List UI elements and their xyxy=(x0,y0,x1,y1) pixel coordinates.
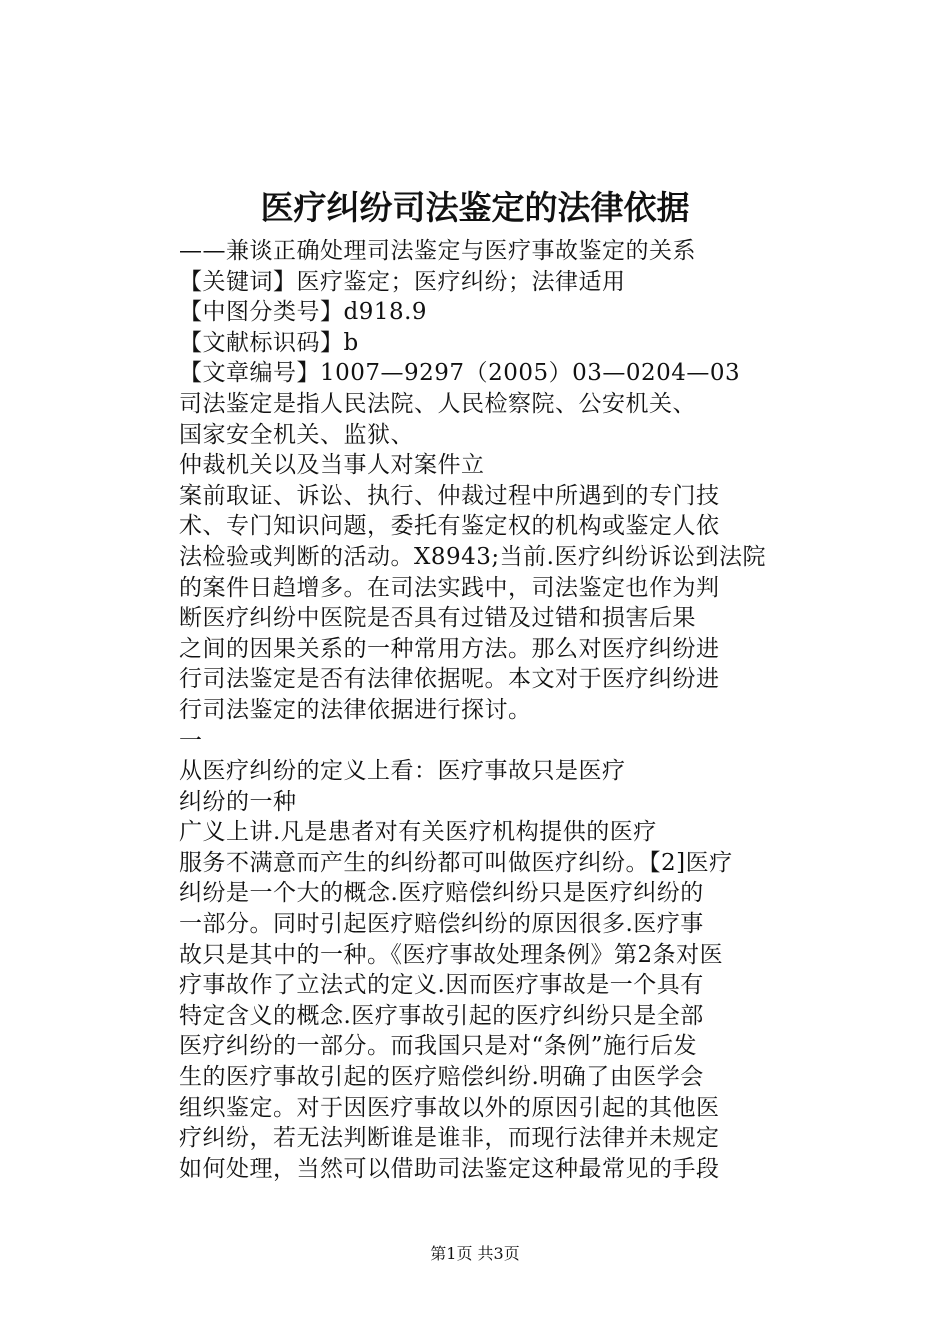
body-line: 司法鉴定是指人民法院、人民检察院、公安机关、 xyxy=(179,390,696,417)
body-line: 行司法鉴定的法律依据进行探讨。 xyxy=(179,696,532,723)
body-line: 【文章编号】1007—9297（2005）03—0204—03 xyxy=(179,360,741,387)
body-line: 法检验或判断的活动。X8943;当前.医疗纠纷诉讼到法院 xyxy=(179,543,766,570)
section-number: 一 xyxy=(179,727,203,754)
section-heading: 从医疗纠纷的定义上看：医疗事故只是医疗 xyxy=(179,758,626,785)
document-body xyxy=(179,236,819,1184)
body-line: 故只是其中的一种。《医疗事故处理条例》第2条对医 xyxy=(179,941,724,968)
body-line: 服务不满意而产生的纠纷都可叫做医疗纠纷。【2]医疗 xyxy=(179,849,733,876)
body-line: 疗纠纷，若无法判断谁是谁非，而现行法律并未规定 xyxy=(179,1125,720,1152)
body-line: 医疗纠纷的一部分。而我国只是对“条例”施行后发 xyxy=(179,1033,698,1060)
body-line: 如何处理，当然可以借助司法鉴定这种最常见的手段 xyxy=(179,1155,720,1182)
body-line: 国家安全机关、监狱、 xyxy=(179,421,414,448)
body-line: 特定含义的概念.医疗事故引起的医疗纠纷只是全部 xyxy=(179,1002,704,1029)
body-line: 的案件日趋增多。在司法实践中，司法鉴定也作为判 xyxy=(179,574,720,601)
body-line: 之间的因果关系的一种常用方法。那么对医疗纠纷进 xyxy=(179,635,720,662)
body-line: 【文献标识码】b xyxy=(179,329,359,356)
body-line: 生的医疗事故引起的医疗赔偿纠纷.明确了由医学会 xyxy=(179,1064,704,1091)
body-line: 行司法鉴定是否有法律依据呢。本文对于医疗纠纷进 xyxy=(179,666,720,693)
body-line: ——兼谈正确处理司法鉴定与医疗事故鉴定的关系 xyxy=(179,238,696,264)
body-line: 组织鉴定。对于因医疗事故以外的原因引起的其他医 xyxy=(179,1094,720,1121)
document-title: 医疗纠纷司法鉴定的法律依据 xyxy=(260,188,690,227)
body-line: 仲裁机关以及当事人对案件立 xyxy=(179,452,485,479)
body-line: 【关键词】医疗鉴定；医疗纠纷；法律适用 xyxy=(179,268,626,295)
section-heading: 纠纷的一种 xyxy=(179,788,297,815)
body-line: 【中图分类号】d918.9 xyxy=(179,299,428,326)
body-line: 案前取证、诉讼、执行、仲裁过程中所遇到的专门技 xyxy=(179,482,720,509)
body-line: 纠纷是一个大的概念.医疗赔偿纠纷只是医疗纠纷的 xyxy=(179,880,704,907)
body-line: 术、专门知识问题，委托有鉴定权的机构或鉴定人依 xyxy=(179,513,720,540)
body-line: 一部分。同时引起医疗赔偿纠纷的原因很多.医疗事 xyxy=(179,911,704,938)
body-line: 广义上讲.凡是患者对有关医疗机构提供的医疗 xyxy=(179,819,657,846)
body-line: 断医疗纠纷中医院是否具有过错及过错和损害后果 xyxy=(179,605,696,632)
body-line: 疗事故作了立法式的定义.因而医疗事故是一个具有 xyxy=(179,972,704,999)
page-footer: 第1页 共3页 xyxy=(430,1244,520,1263)
